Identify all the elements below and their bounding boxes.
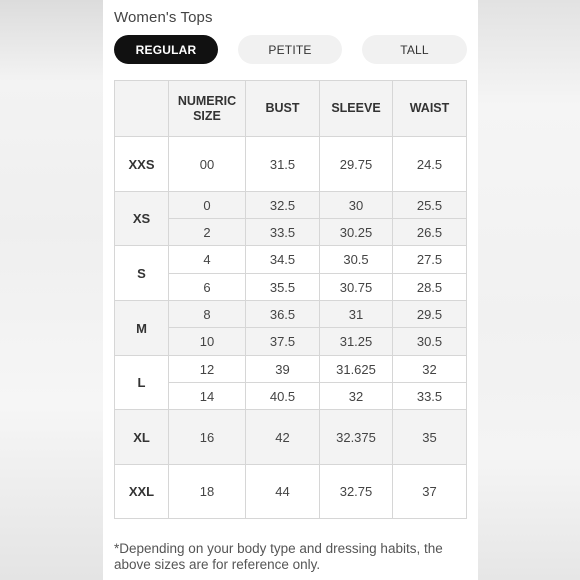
bust-cell: 32.5 — [246, 192, 320, 219]
waist-cell: 33.5 — [393, 383, 467, 410]
background-right — [478, 0, 580, 580]
size-label: L — [115, 356, 169, 410]
waist-cell: 25.5 — [393, 192, 467, 219]
header-bust: BUST — [246, 81, 320, 137]
sleeve-cell: 29.75 — [320, 137, 393, 192]
bust-cell: 39 — [246, 356, 320, 383]
size-label: XXL — [115, 465, 169, 519]
bust-cell: 37.5 — [246, 328, 320, 356]
page-title: Women's Tops — [114, 9, 213, 26]
bust-cell: 33.5 — [246, 219, 320, 246]
sleeve-cell: 30.25 — [320, 219, 393, 246]
size-label: XS — [115, 192, 169, 246]
numeric-size-cell: 8 — [169, 301, 246, 328]
waist-cell: 24.5 — [393, 137, 467, 192]
table-row — [115, 410, 467, 465]
sleeve-cell: 31 — [320, 301, 393, 328]
bust-cell: 35.5 — [246, 274, 320, 301]
numeric-size-cell: 16 — [169, 410, 246, 465]
sleeve-cell: 32 — [320, 383, 393, 410]
table-header-row — [115, 81, 467, 137]
numeric-size-cell: 4 — [169, 246, 246, 274]
size-label: XL — [115, 410, 169, 465]
sleeve-cell: 30.5 — [320, 246, 393, 274]
waist-cell: 32 — [393, 356, 467, 383]
waist-cell: 37 — [393, 465, 467, 519]
numeric-size-cell: 0 — [169, 192, 246, 219]
table-row — [115, 465, 467, 519]
tab-petite[interactable]: PETITE — [238, 35, 342, 64]
waist-cell: 27.5 — [393, 246, 467, 274]
size-label: S — [115, 246, 169, 301]
header-sleeve: SLEEVE — [320, 81, 393, 137]
numeric-size-cell: 18 — [169, 465, 246, 519]
tab-tall[interactable]: TALL — [362, 35, 467, 64]
sleeve-cell: 32.75 — [320, 465, 393, 519]
numeric-size-cell: 14 — [169, 383, 246, 410]
size-label: XXS — [115, 137, 169, 192]
waist-cell: 30.5 — [393, 328, 467, 356]
sleeve-cell: 31.625 — [320, 356, 393, 383]
waist-cell: 26.5 — [393, 219, 467, 246]
table-row — [115, 356, 467, 383]
waist-cell: 28.5 — [393, 274, 467, 301]
sleeve-cell: 30 — [320, 192, 393, 219]
table-row — [115, 192, 467, 219]
reference-note: *Depending on your body type and dressing habits, the above sizes are for reference only. — [114, 541, 443, 572]
numeric-size-cell: 00 — [169, 137, 246, 192]
numeric-size-cell: 12 — [169, 356, 246, 383]
size-label: M — [115, 301, 169, 356]
table-row — [115, 246, 467, 274]
bust-cell: 40.5 — [246, 383, 320, 410]
header-numeric-size: NUMERIC SIZE — [169, 81, 246, 137]
size-table — [114, 80, 467, 519]
background-left — [0, 0, 103, 580]
fit-tabs — [114, 35, 467, 64]
numeric-size-cell: 2 — [169, 219, 246, 246]
bust-cell: 34.5 — [246, 246, 320, 274]
bust-cell: 36.5 — [246, 301, 320, 328]
sleeve-cell: 30.75 — [320, 274, 393, 301]
bust-cell: 42 — [246, 410, 320, 465]
sleeve-cell: 32.375 — [320, 410, 393, 465]
table-row — [115, 137, 467, 192]
bust-cell: 44 — [246, 465, 320, 519]
waist-cell: 35 — [393, 410, 467, 465]
waist-cell: 29.5 — [393, 301, 467, 328]
header-size-label — [115, 81, 169, 137]
sleeve-cell: 31.25 — [320, 328, 393, 356]
numeric-size-cell: 6 — [169, 274, 246, 301]
tab-regular[interactable]: REGULAR — [114, 35, 218, 64]
bust-cell: 31.5 — [246, 137, 320, 192]
table-row — [115, 301, 467, 328]
header-waist: WAIST — [393, 81, 467, 137]
numeric-size-cell: 10 — [169, 328, 246, 356]
